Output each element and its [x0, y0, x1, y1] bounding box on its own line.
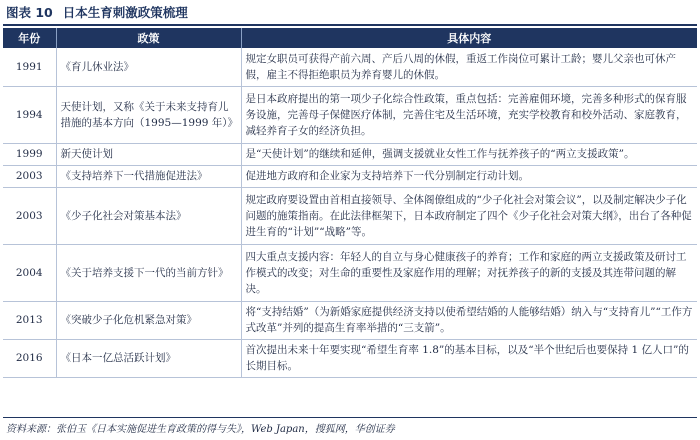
table-row — [3, 165, 697, 187]
header-content: 具体内容 — [241, 28, 697, 48]
row-year: 2003 — [3, 187, 56, 244]
table-row — [3, 187, 697, 244]
row-year: 1994 — [3, 86, 56, 143]
source-note: 资料来源：张伯玉《日本实施促进生育政策的得与失》，Web Japan，搜狐网，华创证券 — [3, 417, 697, 437]
row-policy: 《少子化社会对策基本法》 — [56, 187, 241, 244]
row-policy: 《突破少子化危机紧急对策》 — [56, 301, 241, 339]
row-policy: 《育儿休业法》 — [56, 48, 241, 86]
row-content: 是日本政府提出的第一项少子化综合性政策，重点包括：完善雇佣环境，完善多种形式的保育服务设施，完善母子保健医疗体制，完善住宅及生活环境，充实学校教育和校外活动、家庭教育，减轻养育子女的经济负担。 — [241, 86, 697, 143]
row-year: 2003 — [3, 165, 56, 187]
row-year: 1999 — [3, 143, 56, 165]
row-policy: 《支持培养下一代措施促进法》 — [56, 165, 241, 187]
table-header-row — [3, 28, 697, 48]
table-row — [3, 301, 697, 339]
figure-title-bar — [3, 0, 697, 26]
table-row — [3, 143, 697, 165]
row-content: 四大重点支援内容：年轻人的自立与身心健康孩子的养育；工作和家庭的两立支援政策及研讨工作模式的改变；对生命的重要性及家庭作用的理解；对抚养孩子的新的支援及其连带问题的解决。 — [241, 244, 697, 301]
row-content: 规定政府要设置由首相直接领导、全体阁僚组成的“少子化社会对策会议”，以及制定解决少子化问题的施策指南。在此法律框架下，日本政府制定了四个《少子化社会对策大纲》，出台了各种促进生育的“计划”“战略”等。 — [241, 187, 697, 244]
row-year: 2016 — [3, 339, 56, 377]
row-content: 将“支持结婚”（为新婚家庭提供经济支持以使希望结婚的人能够结婚）纳入与“支持育儿”“工作方式改革”并列的提高生育率举措的“三支箭”。 — [241, 301, 697, 339]
header-year: 年份 — [3, 28, 56, 48]
table-row — [3, 86, 697, 143]
table-row — [3, 339, 697, 377]
policy-table — [3, 28, 697, 378]
row-year: 1991 — [3, 48, 56, 86]
row-content: 规定女职员可获得产前六周、产后八周的休假，重返工作岗位可累计工龄；婴儿父亲也可休产假，雇主不得拒绝职员为养育婴儿的休假。 — [241, 48, 697, 86]
table-row — [3, 48, 697, 86]
row-year: 2013 — [3, 301, 56, 339]
table-row — [3, 244, 697, 301]
header-policy: 政策 — [56, 28, 241, 48]
row-content: 首次提出未来十年要实现“希望生育率 1.8”的基本目标，以及“半个世纪后也要保持 1 亿人口”的长期目标。 — [241, 339, 697, 377]
row-policy: 《关于培养支援下一代的当前方针》 — [56, 244, 241, 301]
row-policy: 《日本一亿总活跃计划》 — [56, 339, 241, 377]
figure-label: 图表 10 — [6, 5, 53, 20]
row-policy: 新天使计划 — [56, 143, 241, 165]
figure-title: 日本生育刺激政策梳理 — [62, 5, 188, 20]
row-content: 促进地方政府和企业家为支持培养下一代分别制定行动计划。 — [241, 165, 697, 187]
row-content: 是“天使计划”的继续和延伸，强调支援就业女性工作与抚养孩子的“两立支援政策”。 — [241, 143, 697, 165]
row-year: 2004 — [3, 244, 56, 301]
row-policy: 天使计划，又称《关于未来支持育儿措施的基本方向（1995—1999 年）》 — [56, 86, 241, 143]
